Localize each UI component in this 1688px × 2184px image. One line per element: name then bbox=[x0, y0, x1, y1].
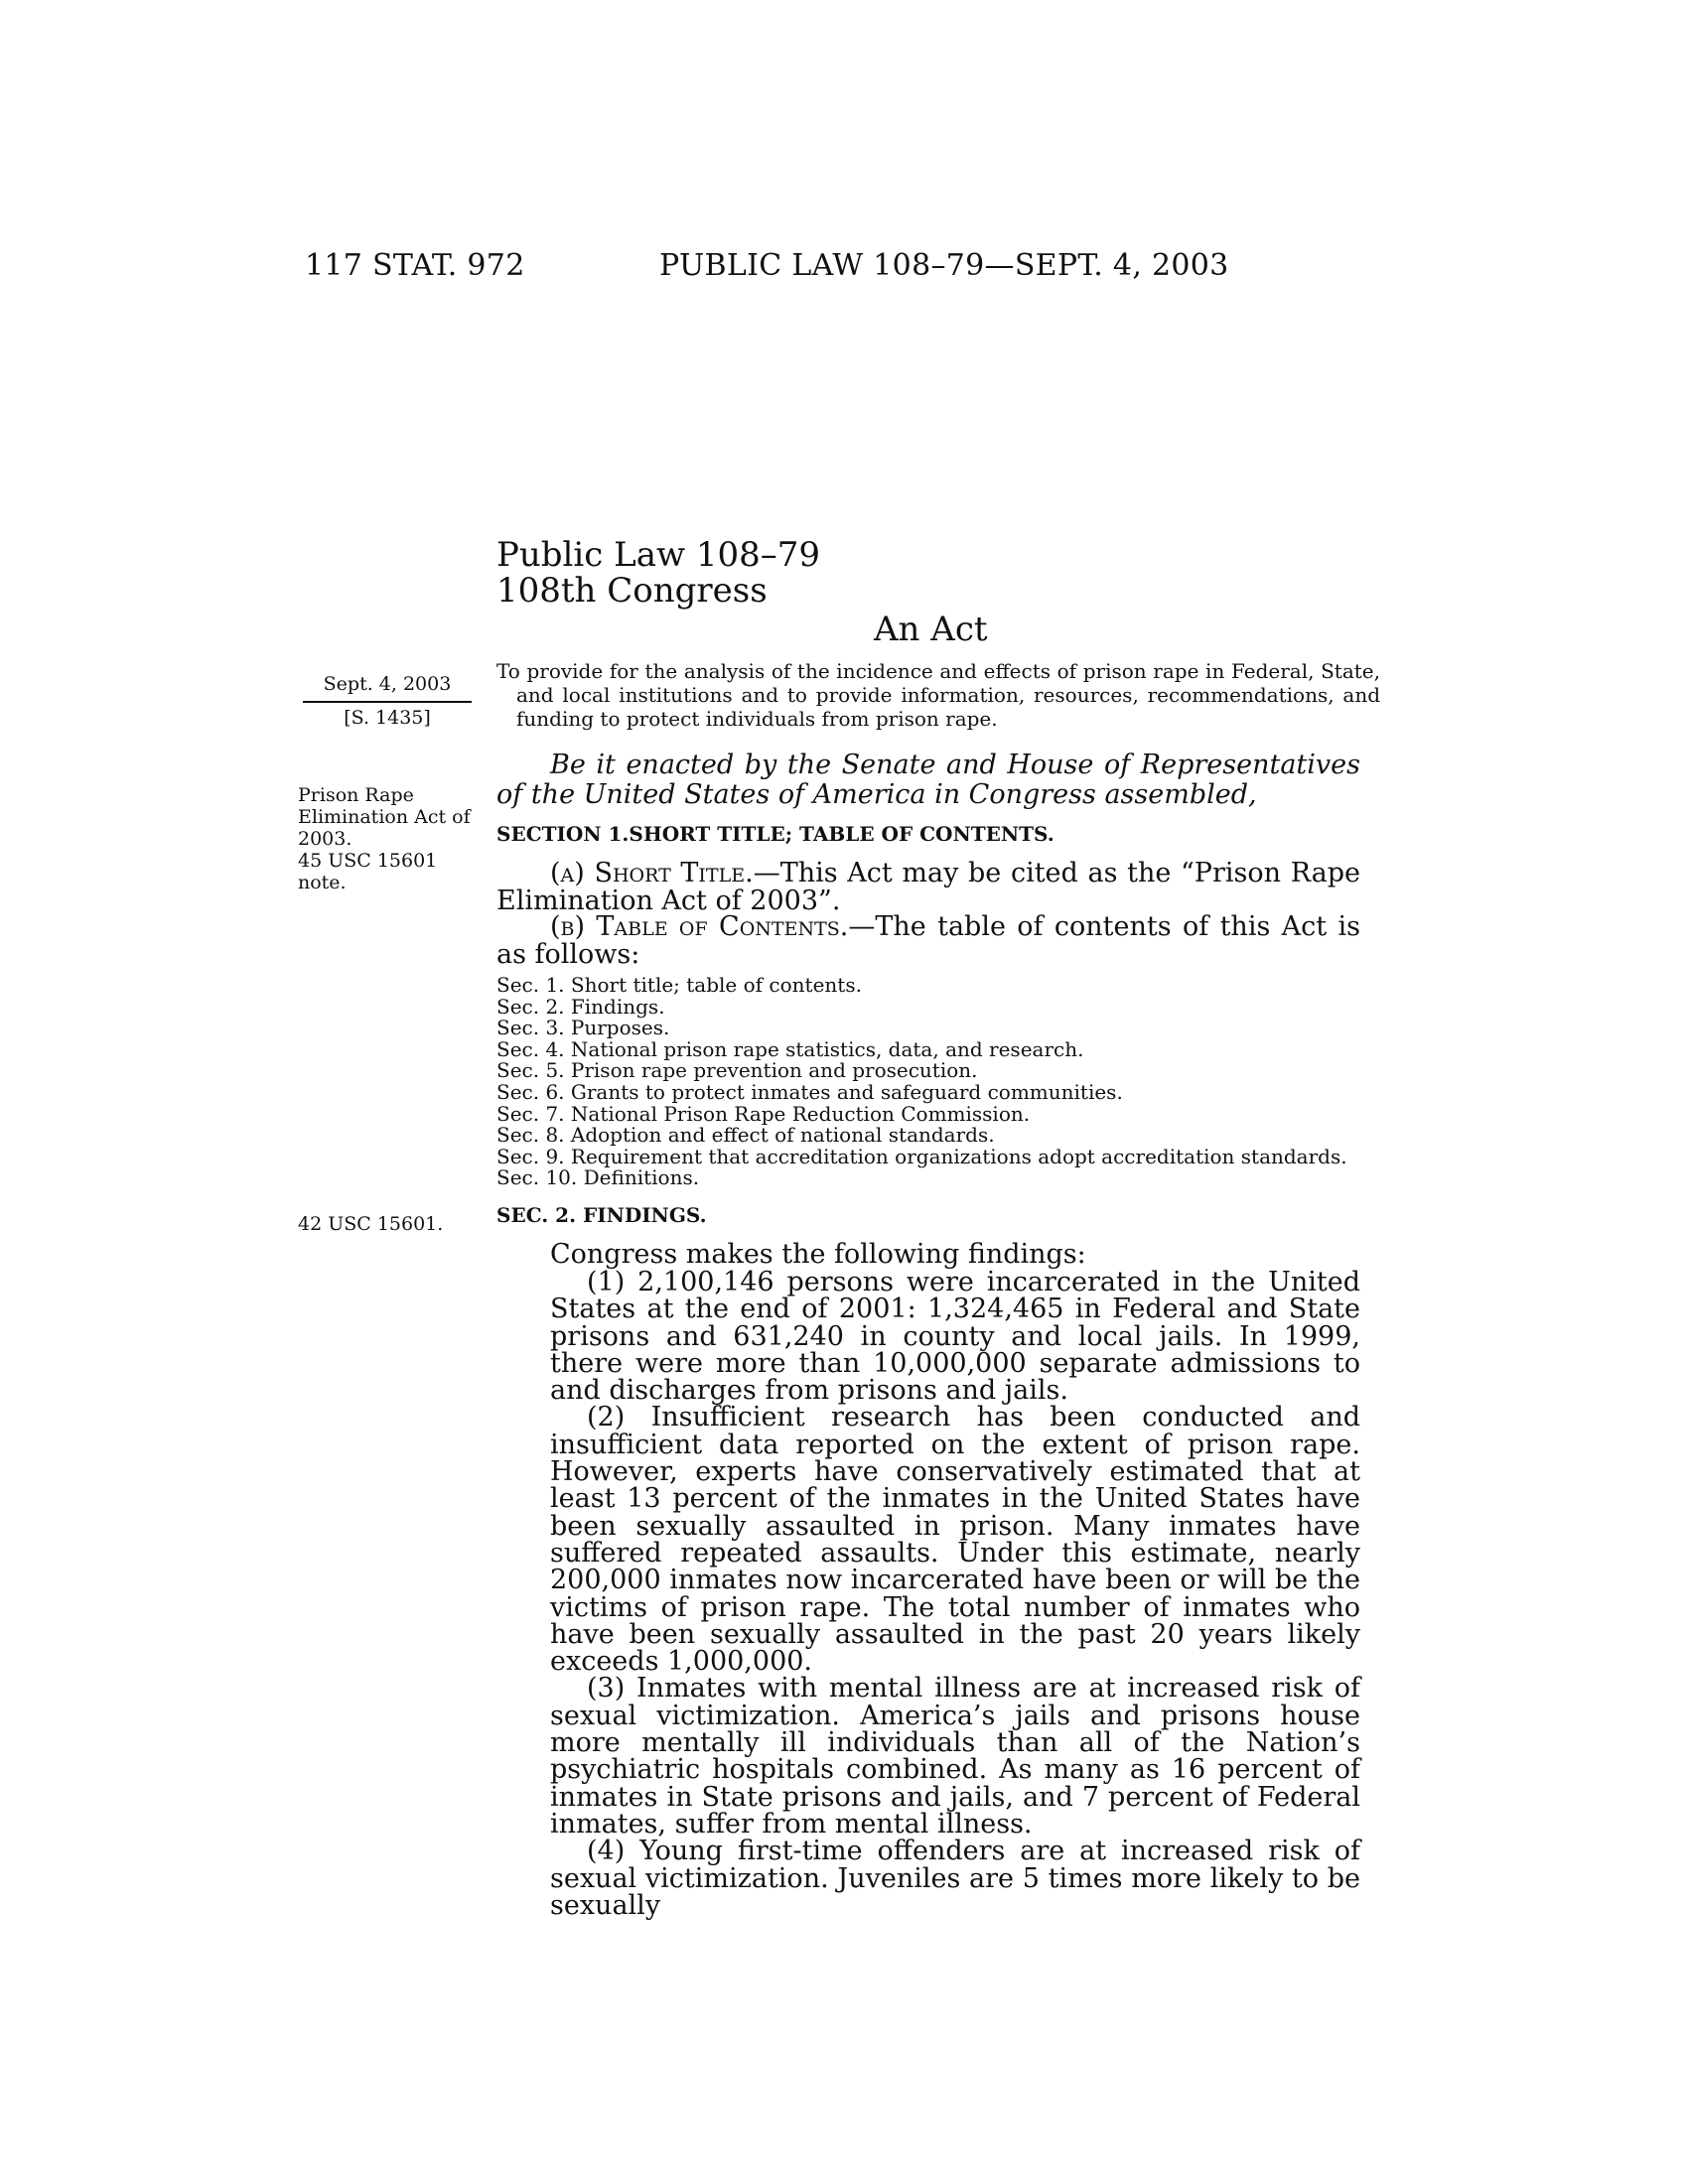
margin-divider bbox=[303, 701, 472, 703]
congress-label: 108th Congress bbox=[496, 571, 768, 611]
subsection-a-label: (a) Short Title. bbox=[550, 858, 754, 888]
finding-paragraph: (4) Young first-time offenders are at increased risk of sexual victimization. Juveniles are 5 times more likely to be sexually bbox=[550, 1836, 1360, 1921]
toc-entry: Sec. 8. Adoption and effect of national standards. bbox=[496, 1123, 995, 1148]
toc-entry: Sec. 10. Definitions. bbox=[496, 1165, 700, 1190]
page-header-stat: 117 STAT. 972 bbox=[305, 248, 525, 283]
toc-entry: Sec. 5. Prison rape prevention and prosecution. bbox=[496, 1058, 978, 1083]
subsection-a-text: —This Act may be cited as the “Prison Rape Elimination Act of 2003”. bbox=[496, 858, 1360, 916]
toc-entry: Sec. 9. Requirement that accreditation organizations adopt accreditation standards. bbox=[496, 1144, 1347, 1168]
findings-intro: Congress makes the following findings: bbox=[550, 1239, 1086, 1270]
finding-paragraph: (3) Inmates with mental illness are at increased risk of sexual victimization. America’s jails and prisons house more mentally ill individuals than all of the Nation’s psychiatric hospitals combined. As many as 16 percent of inmates in State prisons and jails, and 7 percent of Federal inmates, suffer from mental illness. bbox=[550, 1673, 1360, 1840]
section-1-subsection-a bbox=[496, 860, 1360, 915]
act-heading: An Act bbox=[874, 610, 988, 649]
subsection-b-text: —The table of contents of this Act is as follows: bbox=[496, 911, 1360, 970]
act-purpose: To provide for the analysis of the incidence and effects of prison rape in Federal, State, and local institutions and to provide information, resources, recommendations, and funding to protect individuals from prison rape. bbox=[496, 659, 1380, 731]
findings-list bbox=[550, 1269, 1360, 1919]
toc-entry: Sec. 3. Purposes. bbox=[496, 1016, 670, 1040]
toc-entry: Sec. 1. Short title; table of contents. bbox=[496, 973, 862, 997]
subsection-b-label: (b) Table of Contents. bbox=[550, 911, 849, 942]
margin-usc-note: 45 USC 15601 note. bbox=[298, 850, 438, 893]
section-2-heading: SEC. 2. FINDINGS. bbox=[496, 1203, 707, 1227]
toc-entry: Sec. 7. National Prison Rape Reduction Commission. bbox=[496, 1101, 1031, 1126]
margin-short-title-note bbox=[298, 784, 472, 893]
finding-paragraph: (1) 2,100,146 persons were incarcerated in the United States at the end of 2001: 1,324,465 in Federal and State prisons and 631,240 in county and local jails. In 1999, there were more than 10,000,000 separate admissions to and discharges from prisons and jails. bbox=[550, 1267, 1360, 1407]
toc-entry: Sec. 4. National prison rape statistics, data, and research. bbox=[496, 1036, 1084, 1061]
margin-sec2-usc: 42 USC 15601. bbox=[298, 1213, 444, 1235]
toc-entry: Sec. 2. Findings. bbox=[496, 994, 665, 1019]
section-1-subsection-b bbox=[496, 913, 1360, 969]
margin-bill-number: [S. 1435] bbox=[344, 707, 431, 729]
page-header-title: PUBLIC LAW 108–79—SEPT. 4, 2003 bbox=[659, 248, 1229, 283]
finding-paragraph: (2) Insufficient research has been conducted and insufficient data reported on the extent of prison rape. However, experts have conservatively estimated that at least 13 percent of the inmates in the United States have been sexually assaulted in prison. Many inmates have suffered repeated assaults. Under this estimate, nearly 200,000 inmates now incarcerated have been or will be the victims of prison rape. The total number of inmates who have been sexually assaulted in the past 20 years likely exceeds 1,000,000. bbox=[550, 1402, 1360, 1678]
margin-short-title-text: Prison Rape Elimination Act of 2003. bbox=[298, 784, 471, 850]
section-1-heading: SECTION 1.SHORT TITLE; TABLE OF CONTENTS. bbox=[496, 822, 1055, 846]
margin-date: Sept. 4, 2003 bbox=[323, 673, 452, 695]
law-number: Public Law 108–79 bbox=[496, 535, 821, 575]
table-of-contents bbox=[496, 975, 1347, 1189]
toc-entry: Sec. 6. Grants to protect inmates and safeguard communities. bbox=[496, 1079, 1123, 1104]
enacting-clause: Be it enacted by the Senate and House of Representatives of the United States of America in Congress assembled, bbox=[496, 750, 1360, 810]
